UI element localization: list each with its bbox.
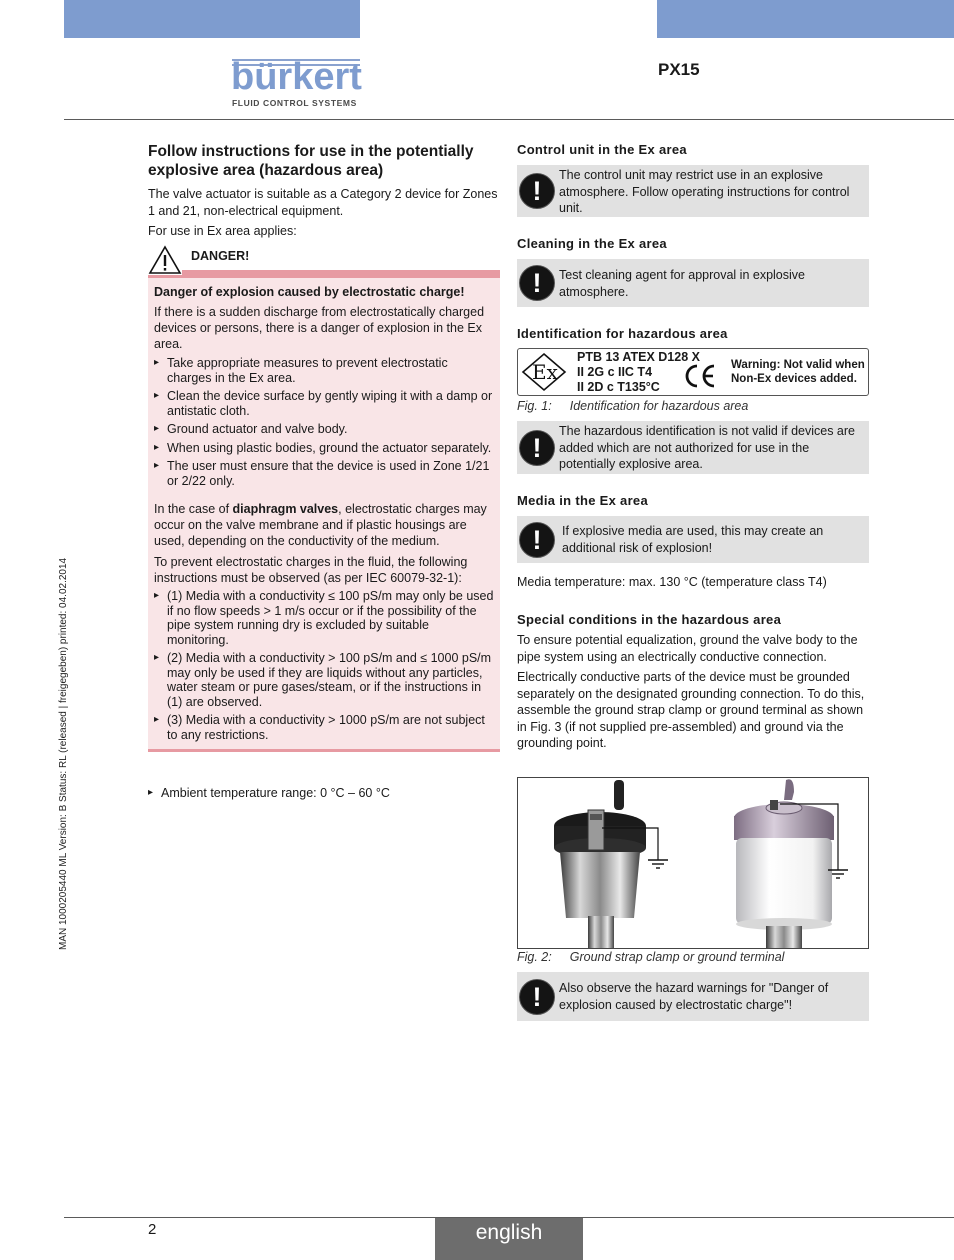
document-meta: MAN 1000205440 ML Version: B Status: RL (released | freigegeben) printed: 04.02.2014 bbox=[58, 557, 69, 950]
prevent-text: To prevent electrostatic charges in the fluid, the following instructions must be observed (as per IEC 60079-32-1): bbox=[154, 555, 468, 585]
figure-2-image bbox=[517, 777, 869, 949]
control-unit-heading: Control unit in the Ex area bbox=[517, 142, 687, 157]
ident-warning-2: Non-Ex devices added. bbox=[731, 373, 857, 385]
ident-line-2: II 2G c IIC T4 bbox=[577, 365, 653, 379]
control-unit-note bbox=[517, 165, 869, 217]
product-name: PX15 bbox=[658, 60, 700, 79]
figure-caption-text: Identification for hazardous area bbox=[569, 399, 749, 413]
final-note bbox=[517, 972, 869, 1021]
brand-logo: bürkert bbox=[231, 56, 362, 98]
danger-header bbox=[148, 246, 500, 278]
list-item: ▸ The user must ensure that the device is used in Zone 1/21 or 2/22 only. bbox=[154, 459, 494, 488]
identification-note bbox=[517, 421, 869, 474]
cleaning-heading: Cleaning in the Ex area bbox=[517, 236, 667, 251]
media-heading: Media in the Ex area bbox=[517, 493, 648, 508]
figure-number: Fig. 1: bbox=[517, 399, 552, 413]
figure-2-caption bbox=[517, 950, 784, 964]
special-paragraph-2: Electrically conductive parts of the device must be grounded separately on the designated grounding connection. To do this, assemble the ground strap clamp or ground terminal as shown in Fig. 3 (if not supplied pre-assembled) and ground via the grounding point. bbox=[517, 670, 865, 750]
note-text: Test cleaning agent for approval in explosive atmosphere. bbox=[559, 268, 805, 299]
intro-text: The valve actuator is suitable as a Category 2 device for Zones 1 and 21, non-electrical equipment. bbox=[148, 187, 498, 218]
danger-measures-list bbox=[154, 356, 494, 488]
list-item: ▸ (2) Media with a conductivity > 100 pS/m and ≤ 1000 pS/m may only be used if they are liquids without any particles, water steam or pure gases/steam, or if the instructions in (1) are observed. bbox=[154, 651, 494, 709]
list-item: ▸ Take appropriate measures to prevent electrostatic charges in the Ex area. bbox=[154, 356, 494, 385]
figure-caption-text: Ground strap clamp or ground terminal bbox=[569, 950, 785, 964]
list-item: ▸ Clean the device surface by gently wiping it with a damp or antistatic cloth. bbox=[154, 389, 494, 418]
list-item: ▸ Ambient temperature range: 0 °C – 60 °C bbox=[148, 786, 500, 801]
warning-triangle-icon bbox=[148, 245, 182, 275]
note-text: Also observe the hazard warnings for "Danger of explosion caused by electrostatic charge"! bbox=[559, 981, 829, 1012]
ce-mark-icon bbox=[683, 363, 717, 389]
ex-hexagon-icon bbox=[521, 352, 567, 392]
section-title: Follow instructions for use in the potentially explosive area (hazardous area) bbox=[148, 143, 474, 179]
ident-line-3: II 2D c T135°C bbox=[577, 380, 660, 394]
language-tab[interactable]: english bbox=[435, 1218, 583, 1260]
left-column bbox=[148, 142, 500, 752]
identification-heading: Identification for hazardous area bbox=[517, 326, 728, 341]
ident-warning-1: Warning: Not valid when bbox=[731, 359, 865, 371]
exclamation-icon: ! bbox=[519, 430, 555, 466]
brand-subtitle: FLUID CONTROL SYSTEMS bbox=[232, 98, 357, 108]
actuator-illustration bbox=[518, 778, 868, 948]
header-rule bbox=[64, 119, 954, 120]
list-item: ▸ When using plastic bodies, ground the actuator separately. bbox=[154, 441, 494, 456]
note-text: The hazardous identification is not valid if devices are added which are not authorized for use in the potentially explosive area. bbox=[559, 424, 855, 471]
page-number: 2 bbox=[148, 1221, 157, 1238]
ambient-temp bbox=[148, 786, 500, 805]
header-bar-left bbox=[64, 0, 360, 38]
diaphragm-text: In the case of diaphragm valves, electrostatic charges may occur on the valve membrane and if plastic housings are used, depending on the conductivity of the medium. bbox=[154, 502, 487, 548]
exclamation-icon: ! bbox=[519, 265, 555, 301]
danger-heading: Danger of explosion caused by electrostatic charge! bbox=[154, 284, 465, 299]
danger-box bbox=[148, 278, 500, 753]
note-text: The control unit may restrict use in an explosive atmosphere. Follow operating instructions for control unit. bbox=[559, 168, 850, 215]
figure-number: Fig. 2: bbox=[517, 950, 552, 964]
header-bar-right bbox=[657, 0, 954, 38]
cleaning-note bbox=[517, 259, 869, 307]
list-item: ▸ Ground actuator and valve body. bbox=[154, 422, 494, 437]
svg-text:Ex: Ex bbox=[532, 360, 558, 384]
exclamation-icon: ! bbox=[519, 522, 555, 558]
special-paragraph-1: To ensure potential equalization, ground the valve body to the pipe system using an electrically conductive connection. bbox=[517, 633, 858, 664]
note-text: If explosive media are used, this may create an additional risk of explosion! bbox=[562, 524, 824, 555]
special-conditions-heading: Special conditions in the hazardous area bbox=[517, 612, 782, 627]
media-temperature: Media temperature: max. 130 °C (temperature class T4) bbox=[517, 575, 827, 589]
media-note bbox=[517, 516, 869, 563]
conductivity-rules-list bbox=[154, 589, 494, 742]
list-item: ▸ (3) Media with a conductivity > 1000 pS/m are not subject to any restrictions. bbox=[154, 713, 494, 742]
applies-text: For use in Ex area applies: bbox=[148, 224, 297, 238]
danger-label: DANGER! bbox=[191, 248, 250, 263]
exclamation-icon: ! bbox=[519, 979, 555, 1015]
list-item: ▸ (1) Media with a conductivity ≤ 100 pS/m may only be used if no flow speeds > 1 m/s occur or if the possibility of the pipe system running dry is excluded by suitable monitoring. bbox=[154, 589, 494, 647]
exclamation-icon: ! bbox=[519, 173, 555, 209]
ident-line-1: PTB 13 ATEX D128 X bbox=[577, 350, 700, 364]
identification-label bbox=[517, 348, 869, 396]
figure-1-caption bbox=[517, 399, 748, 413]
danger-text: If there is a sudden discharge from electrostatically charged devices or persons, there is a danger of explosion in the Ex area. bbox=[154, 305, 485, 351]
